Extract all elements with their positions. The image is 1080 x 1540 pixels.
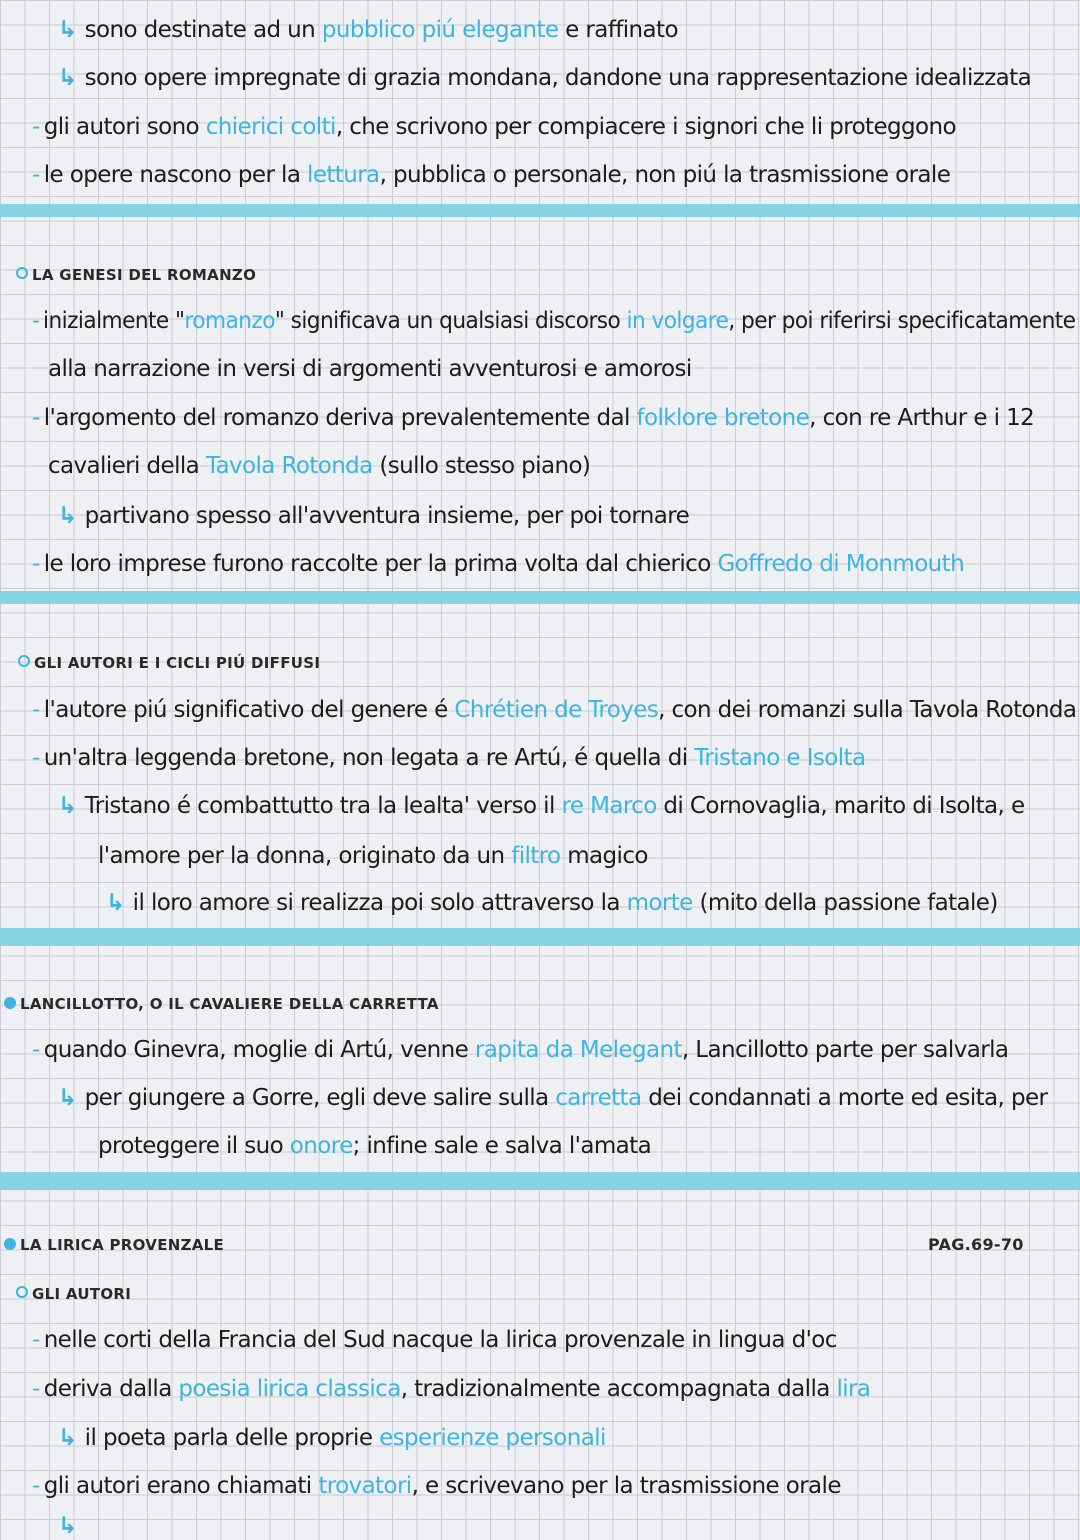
note-line: ↳ sono destinate ad un pubblico piú elegante e raffinato [58, 17, 678, 43]
solid-bullet-icon [4, 997, 16, 1009]
note-line: ↳ per giungere a Gorre, egli deve salire sulla carretta dei condannati a morte ed esita, per [58, 1085, 1048, 1111]
note-line: - le loro imprese furono raccolte per la prima volta dal chierico Goffredo di Monmouth [32, 551, 965, 577]
note-line: - gli autori erano chiamati trovatori, e scrivevano per la trasmissione orale [32, 1473, 841, 1499]
note-line: - gli autori sono chierici colti, che scrivono per compiacere i signori che li proteggono [32, 114, 956, 140]
hollow-bullet-icon [18, 655, 30, 667]
note-line: l'amore per la donna, originato da un filtro magico [98, 843, 648, 869]
section-heading: LANCILLOTTO, O IL CAVALIERE DELLA CARRETTA [4, 994, 439, 1014]
section-heading: LA LIRICA PROVENZALE [4, 1235, 224, 1255]
arrow-right-icon: ↳ [106, 890, 125, 916]
note-line: - le opere nascono per la lettura, pubblica o personale, non piú la trasmissione orale [32, 162, 951, 188]
section-divider [0, 204, 1080, 217]
note-line: ↳ il poeta parla delle proprie esperienze personali [58, 1425, 606, 1451]
arrow-right-icon: ↳ [58, 17, 77, 43]
section-heading: GLI AUTORI E I CICLI PIÚ DIFFUSI [18, 653, 320, 673]
note-line: cavalieri della Tavola Rotonda (sullo stesso piano) [48, 453, 591, 479]
page-reference: PAG.69-70 [928, 1235, 1024, 1254]
note-line: - l'autore piú significativo del genere é Chrétien de Troyes, con dei romanzi sulla Tavola Rotonda [32, 697, 1077, 723]
section-divider [0, 928, 1080, 946]
arrow-right-icon: ↳ [58, 793, 77, 819]
note-line: ↳ il loro amore si realizza poi solo attraverso la morte (mito della passione fatale) [106, 890, 998, 916]
subsection-heading: GLI AUTORI [16, 1284, 131, 1304]
section-heading: LA GENESI DEL ROMANZO [16, 265, 256, 285]
arrow-right-icon: ↳ [58, 1513, 77, 1539]
note-line: - l'argomento del romanzo deriva prevalentemente dal folklore bretone, con re Arthur e i 12 [32, 405, 1035, 431]
note-line: ↳ partivano spesso all'avventura insieme, per poi tornare [58, 503, 690, 529]
note-line: alla narrazione in versi di argomenti avventurosi e amorosi [48, 356, 692, 382]
note-line: - nelle corti della Francia del Sud nacque la lirica provenzale in lingua d'oc [32, 1327, 837, 1353]
hollow-bullet-icon [16, 267, 28, 279]
note-line: - deriva dalla poesia lirica classica, tradizionalmente accompagnata dalla lira [32, 1376, 871, 1402]
arrow-right-icon: ↳ [58, 65, 77, 91]
note-line: - inizialmente "romanzo" significava un qualsiasi discorso in volgare, per poi riferirsi specificatamente [32, 308, 1076, 334]
hollow-bullet-icon [16, 1286, 28, 1298]
note-line-cut [58, 1512, 85, 1540]
note-line: - un'altra leggenda bretone, non legata a re Artú, é quella di Tristano e Isolta [32, 745, 866, 771]
note-line: - quando Ginevra, moglie di Artú, venne rapita da Melegant, Lancillotto parte per salvarla [32, 1037, 1009, 1063]
section-divider [0, 591, 1080, 604]
note-line: ↳ Tristano é combattutto tra la lealta' verso il re Marco di Cornovaglia, marito di Isolta, e [58, 793, 1025, 819]
section-divider [0, 1172, 1080, 1190]
arrow-right-icon: ↳ [58, 1425, 77, 1451]
solid-bullet-icon [4, 1238, 16, 1250]
arrow-right-icon: ↳ [58, 503, 77, 529]
arrow-right-icon: ↳ [58, 1085, 77, 1111]
note-line: ↳ sono opere impregnate di grazia mondana, dandone una rappresentazione idealizzata [58, 65, 1032, 91]
note-line: proteggere il suo onore; infine sale e salva l'amata [98, 1133, 652, 1159]
